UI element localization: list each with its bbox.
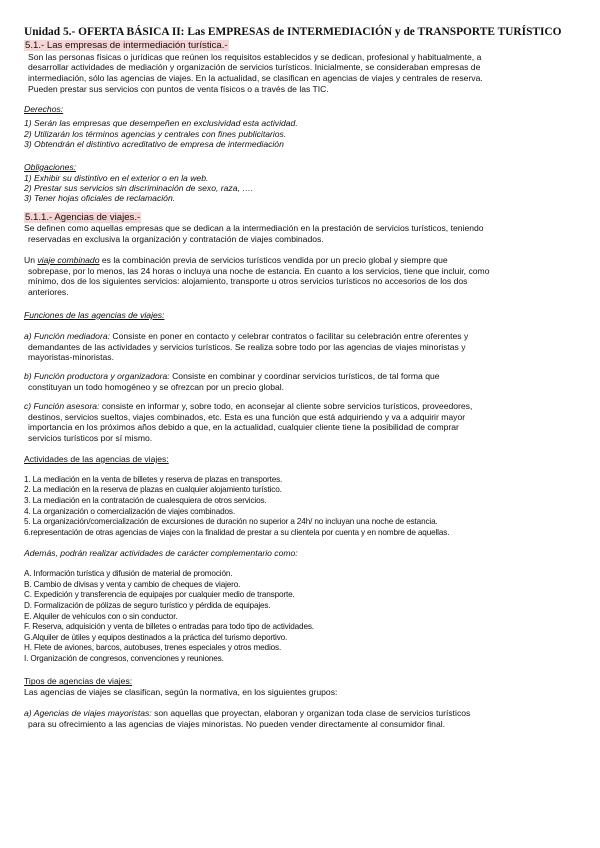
obligaciones-section — [24, 162, 576, 204]
list-item: A. Información turística y difusión de material de promoción. — [24, 569, 233, 579]
list-item: 2. La mediación en la reserva de plazas en cualquier alojamiento turístico. — [24, 485, 282, 495]
funcion-asesora: c) Función asesora: consiste en informar y, sobre todo, en aconsejar al cliente sobre servicios turísticos, proveedores, destinos, servicios sueltos, viajes combinados, etc. Esta es una función que está adquiriendo y va a adquirir mayor importancia en los próximos años debido a que, en la actualidad, cualquier cliente tiene la posibilidad de comprar servicios turísticos por sí mismo. — [24, 400, 473, 444]
funciones-heading: Funciones de las agencias de viajes: — [24, 310, 165, 320]
actividades-heading: Actividades de las agencias de viajes: — [24, 453, 169, 464]
tipos-heading: Tipos de agencias de viajes: — [24, 676, 133, 687]
list-item: 1) Exhibir su distintivo en el exterior o en la web. — [24, 172, 209, 183]
page-title: Unidad 5.- OFERTA BÁSICA II: Las EMPRESAS de INTERMEDIACIÓN y de TRANSPORTE TURÍSTICO — [24, 26, 562, 38]
document-page — [24, 26, 576, 730]
list-item: 3. La mediación en la contratación de cualesquiera de otros servicios. — [24, 495, 267, 505]
list-item: 3) Obtendrán el distintivo acreditativo de empresa de intermediación — [24, 139, 284, 150]
tipos-intro: Las agencias de viajes se clasifican, según la normativa, en los siguientes grupos: — [24, 687, 338, 698]
section-heading-5-1-1: 5.1.1.- Agencias de viajes.- — [25, 211, 141, 223]
list-item: 2) Prestar sus servicios sin discriminación de sexo, raza, …. — [24, 182, 254, 193]
list-item: 6.representación de otras agencias de viajes con la finalidad de prestar a su clientela por cuenta y en nombre de aquellas. — [24, 527, 450, 537]
list-item: I. Organización de congresos, convenciones y reuniones. — [24, 653, 224, 663]
actividades-list — [24, 475, 576, 539]
list-item: 4. La organización o comercialización de viajes combinados. — [24, 506, 235, 516]
list-item: C. Expedición y transferencia de equipajes por cualquier medio de transporte. — [24, 590, 295, 600]
funcion-mediadora: a) Función mediadora: Consiste en poner en contacto y celebrar contratos o facilitar su celebración entre oferentes y demandantes de las actividades y servicios turísticos. Se realiza sobre todo por las agencias de viajes minoristas y mayoristas-minoristas. — [24, 330, 469, 363]
derechos-list — [24, 118, 576, 149]
list-item: F. Reserva, adquisición y venta de billetes o entradas para todo tipo de actividades. — [24, 622, 314, 632]
list-item: 5. La organización/comercialización de excursiones de duración no superior a 24h/ no incluyan una noche de estancia. — [24, 517, 438, 527]
section-heading-5-1: 5.1.- Las empresas de intermediación turística.- — [25, 40, 228, 51]
list-item: H. Flete de aviones, barcos, autobuses, trenes especiales y otros medios. — [24, 643, 282, 653]
complementarias-heading: Además, podrán realizar actividades de carácter complementario como: — [24, 548, 298, 559]
list-item: 2) Utilizarán los términos agencias y centrales con fines publicitarios. — [24, 128, 287, 139]
derechos-section — [24, 104, 576, 150]
obligaciones-heading: Obligaciones: — [24, 161, 77, 172]
list-item: E. Alquiler de vehículos con o sin conductor. — [24, 611, 178, 621]
list-item: B. Cambio de divisas y venta y cambio de cheques de viajero. — [24, 579, 241, 589]
viaje-combinado-term: viaje combinado — [37, 254, 100, 265]
list-item: 3) Tener hojas oficiales de reclamación. — [24, 193, 176, 204]
obligaciones-list — [24, 173, 576, 204]
list-item: 1. La mediación en la venta de billetes y reserva de plazas en transportes. — [24, 474, 283, 484]
complementarias-list — [24, 569, 576, 664]
section-5-1-1-body: Se definen como aquellas empresas que se dedican a la intermediación en la prestación de servicios turísticos, teniendo reservadas en exclusiva la organización y contratación de viajes combinados. — [24, 223, 484, 245]
list-item: G.Alquiler de útiles y equipos destinados a la práctica del turismo deportivo. — [24, 632, 288, 642]
list-item: 1) Serán las empresas que desempeñen en exclusividad esta actividad. — [24, 118, 298, 129]
list-item: D. Formalización de pólizas de seguro turístico y pérdida de equipajes. — [24, 600, 271, 610]
section-5-1-body: Son las personas físicas o jurídicas que reúnen los requisitos establecidos y se dedican, profesional y habitualmente, a desarrollar actividades de mediación y organización de servicios turísticos. Inicialmente, se consideraban empresas de intermediación, sólo las agencias de viajes. En la actualidad, se clasifican en agencias de viajes y centrales de reserva. Pueden prestar sus servicios con puntos de venta físicos o a través de las TIC. — [28, 51, 483, 94]
funcion-productora: b) Función productora y organizadora: Consiste en combinar y coordinar servicios turísticos, de tal forma que constituyan un todo homogéneo y se ofrezcan por un precio global. — [24, 371, 440, 392]
derechos-heading: Derechos: — [24, 103, 64, 114]
viaje-combinado-paragraph: Un viaje combinado es la combinación previa de servicios turísticos vendida por un precio global y siempre que sobrepase, por lo menos, las 24 horas o incluya una noche de estancia. En cuanto a los servicios, tiene que incluir, como mínimo, dos de los siguientes servicios: alojamiento, transporte u otros servicios turísticos no accesorios de los dos anteriores. — [24, 254, 490, 298]
agencias-mayoristas: a) Agencias de viajes mayoristas: son aquellas que proyectan, elaboran y organizan toda clase de servicios turísticos para su ofrecimiento a las agencias de viajes minoristas. No pueden vender directamente al consumidor final. — [24, 708, 471, 729]
